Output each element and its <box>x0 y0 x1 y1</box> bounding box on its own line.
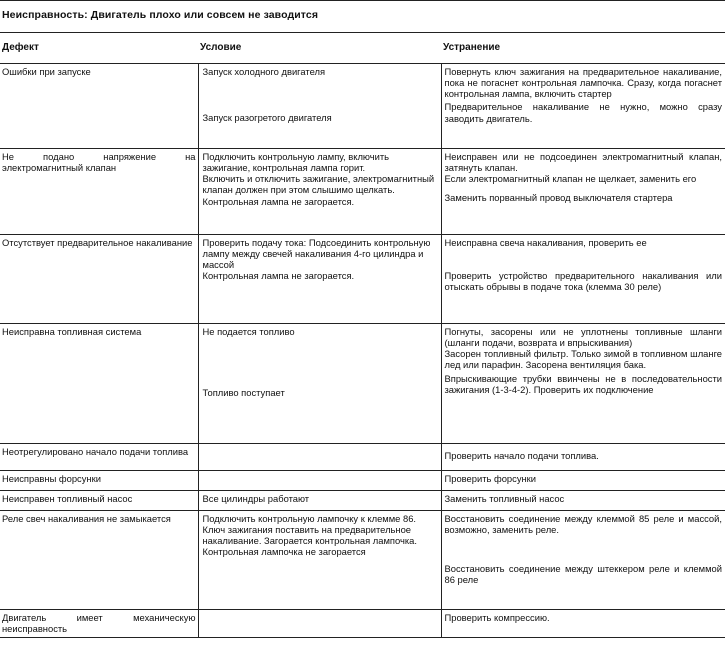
condition-text: Не подается топливо <box>202 325 295 337</box>
condition-text: Проверить подачу тока: Подсоединить контрольную лампу между свечей накаливания 4-го цилиндра и массой <box>202 236 431 271</box>
remedy-text: Предварительное накаливание не нужно, можно сразу заводить двигатель. <box>444 101 722 124</box>
condition-text: Контрольная лампочка не загорается <box>202 546 366 558</box>
title-bar <box>0 0 725 33</box>
table-row <box>0 470 725 490</box>
defect-cell: Ошибки при запуске <box>0 63 198 148</box>
condition-text: Подключить контрольную лампочку к клемме 86. <box>202 512 417 524</box>
defect-cell: Двигатель имеет механическую неисправность <box>0 609 198 638</box>
remedy-cell <box>441 148 725 234</box>
condition-text: Запуск холодного двигателя <box>202 65 326 77</box>
condition-text: Топливо поступает <box>202 386 285 398</box>
remedy-text: Неисправна свеча накаливания, проверить ее <box>444 236 647 248</box>
condition-text: Ключ зажигания поставить на предварительное накаливание. Загорается контрольная лампочка. <box>202 523 418 547</box>
condition-cell <box>198 148 441 234</box>
remedy-cell <box>441 443 725 470</box>
table-header-row <box>0 33 725 63</box>
condition-cell <box>198 443 441 470</box>
remedy-text: Проверить начало подачи топлива. <box>444 449 599 461</box>
condition-cell <box>198 234 441 323</box>
condition-text: Контрольная лампа не загорается. <box>202 270 355 282</box>
header-defect: Дефект <box>0 33 198 63</box>
defect-cell: Неисправен топливный насос <box>0 490 198 510</box>
table-row <box>0 234 725 323</box>
remedy-text: Засорен топливный фильтр. Только зимой в топливном шланге лед или парафин. Засорена вентиляция бака. <box>444 348 722 371</box>
remedy-text: Если электромагнитный клапан не щелкает, заменить его <box>444 173 697 185</box>
table-row <box>0 443 725 470</box>
defect-cell: Реле свеч накаливания не замыкается <box>0 510 198 609</box>
troubleshooting-table <box>0 33 725 638</box>
condition-text: Подключить контрольную лампу, включить зажигание, контрольная лампа горит. <box>202 150 390 173</box>
condition-text: Контрольная лампа не загорается. <box>202 195 355 207</box>
remedy-text: Проверить форсунки <box>444 472 537 484</box>
condition-cell <box>198 510 441 609</box>
defect-cell: Неисправны форсунки <box>0 470 198 490</box>
remedy-text: Проверить компрессию. <box>444 611 550 623</box>
remedy-cell <box>441 609 725 638</box>
condition-cell <box>198 470 441 490</box>
defect-cell: Отсутствует предварительное накаливание <box>0 234 198 323</box>
remedy-text: Заменить порванный провод выключателя стартера <box>444 192 673 204</box>
table-row <box>0 609 725 638</box>
condition-cell <box>198 63 441 148</box>
remedy-text: Повернуть ключ зажигания на предварительное накаливание, пока не погаснет контрольная лампочка. Сразу, когда погаснет контрольная лампа, включить стартер <box>444 65 722 100</box>
defect-cell: Неисправна топливная система <box>0 323 198 443</box>
remedy-text: Проверить устройство предварительного накаливания или отыскать обрывы в подаче тока (клемма 30 реле) <box>444 269 722 293</box>
remedy-cell <box>441 323 725 443</box>
remedy-text: Восстановить соединение между штеккером реле и клеммой 86 реле <box>444 563 722 586</box>
condition-cell <box>198 323 441 443</box>
remedy-cell <box>441 234 725 323</box>
remedy-text: Погнуты, засорены или не уплотнены топливные шланги (шланги подачи, возврата и впрыскивания) <box>444 325 722 348</box>
remedy-cell <box>441 490 725 510</box>
condition-text: Запуск разогретого двигателя <box>202 111 332 123</box>
table-row <box>0 323 725 443</box>
condition-cell <box>198 609 441 638</box>
defect-cell: Неотрегулировано начало подачи топлива <box>0 443 198 470</box>
condition-text: Включить и отключить зажигание, электромагнитный клапан должен при этом слышимо щелкать. <box>202 173 435 196</box>
condition-cell <box>198 490 441 510</box>
header-remedy: Устранение <box>441 33 725 63</box>
remedy-text: Впрыскивающие трубки ввинчены не в последовательности зажигания (1-3-4-2). Проверить их подключение <box>444 372 722 395</box>
remedy-text: Восстановить соединение между клеммой 85 реле и массой, возможно, заменить реле. <box>444 512 722 535</box>
table-row <box>0 148 725 234</box>
table-row <box>0 510 725 609</box>
table-row <box>0 490 725 510</box>
header-condition: Условие <box>198 33 441 63</box>
remedy-cell <box>441 470 725 490</box>
condition-text: Все цилиндры работают <box>202 492 310 504</box>
page-title: Неисправность: Двигатель плохо или совсем не заводится <box>2 9 319 21</box>
remedy-text: Неисправен или не подсоединен электромагнитный клапан, затянуть клапан. <box>444 150 722 173</box>
table-row <box>0 63 725 148</box>
remedy-cell <box>441 63 725 148</box>
remedy-text: Заменить топливный насос <box>444 492 565 504</box>
defect-cell: Не подано напряжение на электромагнитный клапан <box>0 148 198 234</box>
remedy-cell <box>441 510 725 609</box>
